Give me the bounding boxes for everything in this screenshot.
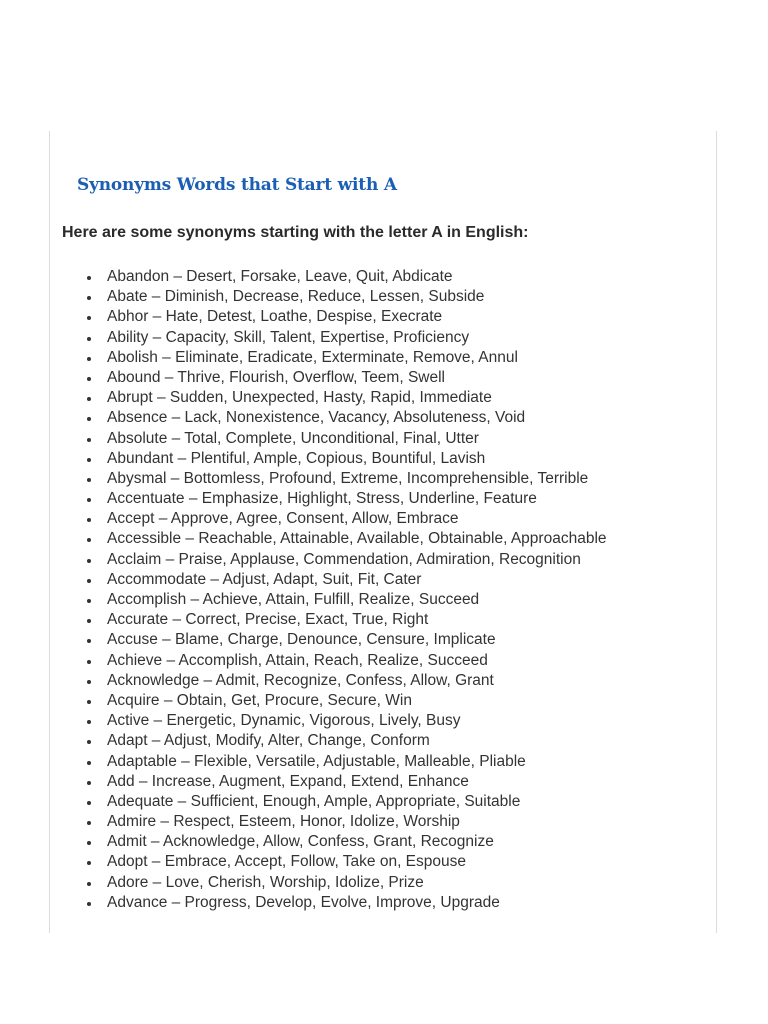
synonym-entry: Ability – Capacity, Skill, Talent, Expertise, Proficiency (107, 328, 470, 346)
bullet-icon (87, 781, 91, 785)
bullet-icon (87, 498, 91, 502)
list-item (50, 873, 607, 893)
synonym-entry: Achieve – Accomplish, Attain, Reach, Realize, Succeed (107, 651, 488, 669)
synonym-entry: Absolute – Total, Complete, Unconditional, Final, Utter (107, 429, 479, 447)
bullet-icon (87, 821, 91, 825)
bullet-icon (87, 276, 91, 280)
synonym-entry: Accessible – Reachable, Attainable, Available, Obtainable, Approachable (107, 530, 607, 548)
bullet-icon (87, 680, 91, 684)
list-item (50, 328, 607, 348)
bullet-icon (87, 538, 91, 542)
article-panel (49, 131, 717, 933)
bullet-icon (87, 761, 91, 765)
list-item (50, 691, 607, 711)
synonym-entry: Abundant – Plentiful, Ample, Copious, Bountiful, Lavish (107, 449, 486, 467)
synonym-list (50, 267, 607, 913)
list-item (50, 388, 607, 408)
list-item (50, 590, 607, 610)
synonym-entry: Admit – Acknowledge, Allow, Confess, Grant, Recognize (107, 833, 494, 851)
synonym-entry: Abandon – Desert, Forsake, Leave, Quit, Abdicate (107, 268, 453, 285)
list-item (50, 752, 607, 772)
synonym-entry: Absence – Lack, Nonexistence, Vacancy, Absoluteness, Void (107, 409, 526, 427)
bullet-icon (87, 417, 91, 421)
bullet-icon (87, 438, 91, 442)
list-item (50, 449, 607, 469)
bullet-icon (87, 357, 91, 361)
intro-text: Here are some synonyms starting with the letter A in English: (62, 224, 529, 241)
synonym-entry: Abolish – Eliminate, Eradicate, Exterminate, Remove, Annul (107, 348, 518, 366)
synonym-entry: Adaptable – Flexible, Versatile, Adjustable, Malleable, Pliable (107, 752, 526, 770)
synonym-entry: Accuse – Blame, Charge, Denounce, Censure, Implicate (107, 631, 496, 649)
list-item (50, 792, 607, 812)
synonym-entry: Accomplish – Achieve, Attain, Fulfill, Realize, Succeed (107, 591, 480, 608)
list-item (50, 550, 607, 570)
bullet-icon (87, 801, 91, 805)
list-item (50, 570, 607, 590)
bullet-icon (87, 599, 91, 603)
list-item (50, 893, 607, 913)
list-item (50, 630, 607, 650)
list-item (50, 812, 607, 832)
synonym-entry: Abound – Thrive, Flourish, Overflow, Teem, Swell (107, 368, 445, 386)
bullet-icon (87, 458, 91, 462)
bullet-icon (87, 902, 91, 906)
synonym-entry: Accept – Approve, Agree, Consent, Allow, Embrace (107, 510, 459, 528)
bullet-icon (87, 579, 91, 583)
list-item (50, 711, 607, 731)
synonym-entry: Admire – Respect, Esteem, Honor, Idolize, Worship (107, 813, 460, 831)
list-item (50, 348, 607, 368)
synonym-entry: Adopt – Embrace, Accept, Follow, Take on, Espouse (107, 853, 467, 871)
list-item (50, 408, 607, 428)
bullet-icon (87, 316, 91, 320)
synonym-entry: Acquire – Obtain, Get, Procure, Secure, Win (107, 691, 412, 709)
list-item (50, 772, 607, 792)
bullet-icon (87, 882, 91, 886)
synonym-entry: Acclaim – Praise, Applause, Commendation, Admiration, Recognition (107, 550, 581, 568)
synonym-entry: Abysmal – Bottomless, Profound, Extreme, Incomprehensible, Terrible (107, 469, 589, 487)
synonym-entry: Acknowledge – Admit, Recognize, Confess, Allow, Grant (107, 671, 494, 689)
bullet-icon (87, 478, 91, 482)
list-item (50, 610, 607, 630)
synonym-entry: Adapt – Adjust, Modify, Alter, Change, Conform (107, 732, 430, 750)
synonym-entry: Accentuate – Emphasize, Highlight, Stress, Underline, Feature (107, 490, 537, 508)
bullet-icon (87, 639, 91, 643)
bullet-icon (87, 740, 91, 744)
synonym-entry: Active – Energetic, Dynamic, Vigorous, Lively, Busy (107, 712, 461, 730)
bullet-icon (87, 337, 91, 341)
bullet-icon (87, 841, 91, 845)
bullet-icon (87, 861, 91, 865)
list-item (50, 731, 607, 751)
bullet-icon (87, 700, 91, 704)
bullet-icon (87, 518, 91, 522)
synonym-entry: Accurate – Correct, Precise, Exact, True, Right (107, 611, 429, 629)
list-item (50, 469, 607, 489)
bullet-icon (87, 559, 91, 563)
list-item (50, 307, 607, 327)
synonym-entry: Accommodate – Adjust, Adapt, Suit, Fit, Cater (107, 570, 422, 588)
list-item (50, 267, 607, 287)
bullet-icon (87, 619, 91, 623)
section-heading: Synonyms Words that Start with A (77, 175, 397, 195)
synonym-entry: Adequate – Sufficient, Enough, Ample, Appropriate, Suitable (107, 792, 521, 810)
list-item (50, 852, 607, 872)
synonym-entry: Advance – Progress, Develop, Evolve, Improve, Upgrade (107, 893, 500, 911)
list-item (50, 651, 607, 671)
bullet-icon (87, 296, 91, 300)
list-item (50, 489, 607, 509)
bullet-icon (87, 660, 91, 664)
synonym-entry: Adore – Love, Cherish, Worship, Idolize, Prize (107, 873, 424, 891)
list-item (50, 287, 607, 307)
list-item (50, 529, 607, 549)
bullet-icon (87, 720, 91, 724)
bullet-icon (87, 397, 91, 401)
synonym-entry: Abrupt – Sudden, Unexpected, Hasty, Rapid, Immediate (107, 389, 492, 407)
list-item (50, 671, 607, 691)
synonym-entry: Abhor – Hate, Detest, Loathe, Despise, Execrate (107, 308, 443, 326)
list-item (50, 509, 607, 529)
list-item (50, 832, 607, 852)
synonym-entry: Add – Increase, Augment, Expand, Extend, Enhance (107, 772, 469, 790)
bullet-icon (87, 377, 91, 381)
list-item (50, 368, 607, 388)
synonym-entry: Abate – Diminish, Decrease, Reduce, Lessen, Subside (107, 288, 485, 306)
list-item (50, 429, 607, 449)
